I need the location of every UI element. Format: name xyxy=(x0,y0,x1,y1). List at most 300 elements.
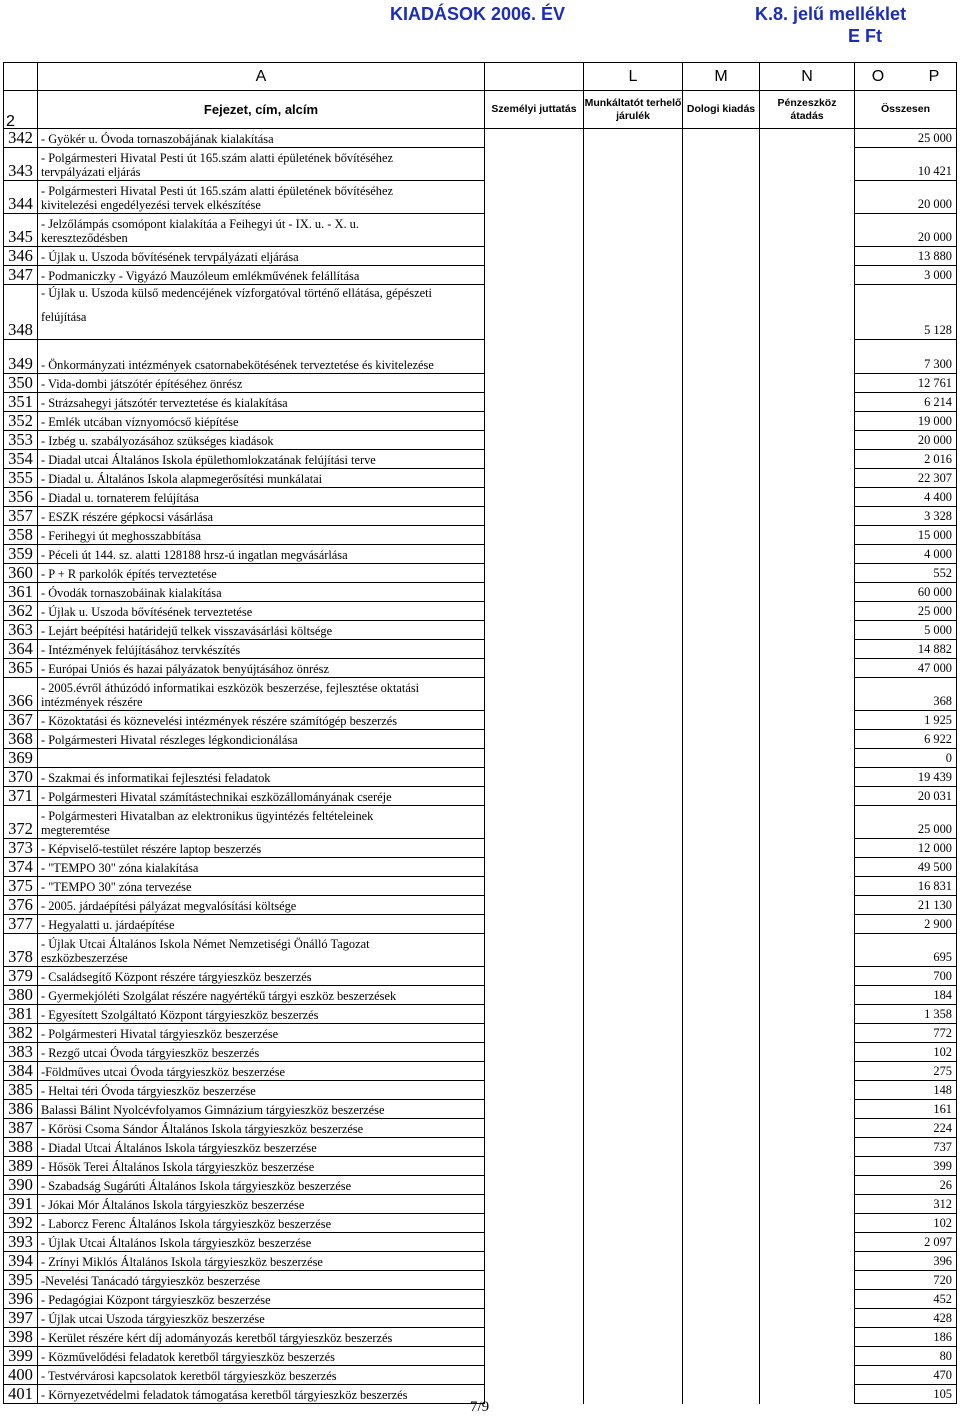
cell-personnel xyxy=(485,129,584,148)
cell-employer xyxy=(584,934,683,967)
description-line: - Gyermekjóléti Szolgálat részére nagyértékű tárgyi eszköz beszerzések xyxy=(41,989,397,1003)
row-description xyxy=(38,1195,485,1214)
table-row xyxy=(4,450,957,469)
cell-material xyxy=(683,1100,760,1119)
cell-personnel xyxy=(485,1157,584,1176)
row-description xyxy=(38,986,485,1005)
cell-transfer xyxy=(760,374,855,393)
cell-employer xyxy=(584,412,683,431)
cell-material xyxy=(683,247,760,266)
cell-personnel xyxy=(485,450,584,469)
table-row xyxy=(4,545,957,564)
row-number: 379 xyxy=(4,967,38,986)
row-number: 357 xyxy=(4,507,38,526)
row-number: 395 xyxy=(4,1271,38,1290)
row-description xyxy=(38,621,485,640)
cell-material xyxy=(683,181,760,214)
row-number: 398 xyxy=(4,1328,38,1347)
cell-personnel xyxy=(485,711,584,730)
description-line: - Rezgő utcai Óvoda tárgyieszköz beszerzés xyxy=(41,1046,260,1060)
cell-employer xyxy=(584,858,683,877)
table-row xyxy=(4,1157,957,1176)
cell-personnel xyxy=(485,1176,584,1195)
cell-employer xyxy=(584,711,683,730)
cell-material xyxy=(683,858,760,877)
cell-transfer xyxy=(760,247,855,266)
cell-transfer xyxy=(760,711,855,730)
row-description xyxy=(38,749,485,768)
cell-employer xyxy=(584,1290,683,1309)
description-line: felújítása xyxy=(41,310,87,324)
row-total: 772 xyxy=(855,1024,957,1043)
cell-personnel xyxy=(485,1328,584,1347)
row-number: 376 xyxy=(4,896,38,915)
cell-personnel xyxy=(485,659,584,678)
cell-transfer xyxy=(760,564,855,583)
cell-transfer xyxy=(760,1005,855,1024)
cell-material xyxy=(683,711,760,730)
row-total: 25 000 xyxy=(855,129,957,148)
cell-material xyxy=(683,450,760,469)
row-number: 349 xyxy=(4,340,38,374)
row-number: 343 xyxy=(4,148,38,181)
row-total: 80 xyxy=(855,1347,957,1366)
cell-employer xyxy=(584,640,683,659)
row-number: 352 xyxy=(4,412,38,431)
cell-material xyxy=(683,374,760,393)
cell-personnel xyxy=(485,1366,584,1385)
cell-material xyxy=(683,507,760,526)
cell-personnel xyxy=(485,915,584,934)
description-line: - Izbég u. szabályozásához szükséges kiadások xyxy=(41,434,274,448)
cell-personnel xyxy=(485,768,584,787)
cell-material xyxy=(683,986,760,1005)
table-row xyxy=(4,659,957,678)
cell-employer xyxy=(584,1347,683,1366)
row-total: 19 439 xyxy=(855,768,957,787)
row-number: 346 xyxy=(4,247,38,266)
header-personnel: Személyi juttatás xyxy=(485,91,584,129)
table-row xyxy=(4,858,957,877)
cell-employer xyxy=(584,896,683,915)
table-row xyxy=(4,266,957,285)
description-line: - Testvérvárosi kapcsolatok keretből tárgyieszköz beszerzés xyxy=(41,1369,337,1383)
cell-employer xyxy=(584,1100,683,1119)
row-description xyxy=(38,1138,485,1157)
cell-transfer xyxy=(760,934,855,967)
cell-employer xyxy=(584,967,683,986)
row-number: 390 xyxy=(4,1176,38,1195)
cell-employer xyxy=(584,431,683,450)
cell-personnel xyxy=(485,1119,584,1138)
cell-material xyxy=(683,1214,760,1233)
row-total: 5 128 xyxy=(855,285,957,340)
row-number: 378 xyxy=(4,934,38,967)
cell-employer xyxy=(584,1214,683,1233)
cell-employer xyxy=(584,768,683,787)
cell-employer xyxy=(584,1005,683,1024)
table-row xyxy=(4,986,957,1005)
cell-material xyxy=(683,1081,760,1100)
row-total: 105 xyxy=(855,1385,957,1404)
row-total: 12 761 xyxy=(855,374,957,393)
cell-transfer xyxy=(760,1024,855,1043)
row-number: 350 xyxy=(4,374,38,393)
row-number: 362 xyxy=(4,602,38,621)
row-description xyxy=(38,1271,485,1290)
row-number: 354 xyxy=(4,450,38,469)
row-number: 380 xyxy=(4,986,38,1005)
row-description xyxy=(38,678,485,711)
row-description xyxy=(38,1157,485,1176)
row-number: 373 xyxy=(4,839,38,858)
row-total: 4 400 xyxy=(855,488,957,507)
row-description xyxy=(38,431,485,450)
cell-transfer xyxy=(760,1138,855,1157)
row-number: 345 xyxy=(4,214,38,247)
row-total: 396 xyxy=(855,1252,957,1271)
row-total: 695 xyxy=(855,934,957,967)
cell-transfer xyxy=(760,1081,855,1100)
table-row xyxy=(4,602,957,621)
cell-material xyxy=(683,1043,760,1062)
row-number: 370 xyxy=(4,768,38,787)
cell-transfer xyxy=(760,285,855,340)
cell-material xyxy=(683,148,760,181)
header-chapter: Fejezet, cím, alcím xyxy=(38,91,485,129)
description-line: - ESZK részére gépkocsi vásárlása xyxy=(41,510,214,524)
row-description xyxy=(38,934,485,967)
cell-transfer xyxy=(760,787,855,806)
table-row xyxy=(4,469,957,488)
description-line: - "TEMPO 30" zóna kialakítása xyxy=(41,861,199,875)
unit-label: E Ft xyxy=(848,26,882,46)
cell-material xyxy=(683,768,760,787)
cell-employer xyxy=(584,450,683,469)
row-description xyxy=(38,545,485,564)
header-employer-contribution: Munkáltatót terhelő járulék xyxy=(584,91,683,129)
table-row xyxy=(4,285,957,340)
description-line: Balassi Bálint Nyolcévfolyamos Gimnázium tárgyieszköz beszerzése xyxy=(41,1103,385,1117)
description-line: - Önkormányzati intézmények csatornabekötésének terveztetése és kivitelezése xyxy=(41,358,434,372)
row-number: 361 xyxy=(4,583,38,602)
row-total: 60 000 xyxy=(855,583,957,602)
cell-personnel xyxy=(485,967,584,986)
row-description xyxy=(38,659,485,678)
row-description xyxy=(38,488,485,507)
row-total: 26 xyxy=(855,1176,957,1195)
table-row xyxy=(4,340,957,374)
cell-employer xyxy=(584,545,683,564)
table-row xyxy=(4,583,957,602)
table-row xyxy=(4,374,957,393)
row-number: 401 xyxy=(4,1385,38,1404)
row-description xyxy=(38,915,485,934)
description-line: - Családsegítő Központ részére tárgyieszköz beszerzés xyxy=(41,970,312,984)
cell-employer xyxy=(584,393,683,412)
cell-employer xyxy=(584,374,683,393)
cell-employer xyxy=(584,469,683,488)
cell-material xyxy=(683,488,760,507)
cell-transfer xyxy=(760,768,855,787)
cell-personnel xyxy=(485,1252,584,1271)
cell-material xyxy=(683,431,760,450)
cell-material xyxy=(683,412,760,431)
cell-transfer xyxy=(760,877,855,896)
row-number: 365 xyxy=(4,659,38,678)
cell-personnel xyxy=(485,986,584,1005)
row-number: 351 xyxy=(4,393,38,412)
cell-employer xyxy=(584,247,683,266)
row-description xyxy=(38,247,485,266)
table-row xyxy=(4,806,957,839)
row-description xyxy=(38,1176,485,1195)
row-description xyxy=(38,129,485,148)
cell-transfer xyxy=(760,181,855,214)
row-total: 6 214 xyxy=(855,393,957,412)
cell-personnel xyxy=(485,1138,584,1157)
row-total: 720 xyxy=(855,1271,957,1290)
cell-employer xyxy=(584,1309,683,1328)
row-description xyxy=(38,1233,485,1252)
description-line: - Polgármesteri Hivatal számítástechnikai eszközállományának cseréje xyxy=(41,790,392,804)
row-number: 366 xyxy=(4,678,38,711)
cell-personnel xyxy=(485,266,584,285)
description-line: - Polgármesteri Hivatalban az elektronikus ügyintézés feltételeinek xyxy=(41,809,374,823)
description-line: - Újlak u. Uszoda bővítésének tervpályázati eljárása xyxy=(41,250,299,264)
cell-material xyxy=(683,621,760,640)
row-description xyxy=(38,640,485,659)
row-total: 49 500 xyxy=(855,858,957,877)
cell-employer xyxy=(584,1062,683,1081)
row-total: 10 421 xyxy=(855,148,957,181)
cell-employer xyxy=(584,1138,683,1157)
row-total: 6 922 xyxy=(855,730,957,749)
row-description xyxy=(38,214,485,247)
cell-personnel xyxy=(485,285,584,340)
cell-transfer xyxy=(760,602,855,621)
cell-material xyxy=(683,393,760,412)
description-line: - Környezetvédelmi feladatok támogatása keretből tárgyieszköz beszerzés xyxy=(41,1388,408,1402)
table-row xyxy=(4,431,957,450)
table-row xyxy=(4,1081,957,1100)
row-number: 386 xyxy=(4,1100,38,1119)
table-row xyxy=(4,1252,957,1271)
row-description xyxy=(38,374,485,393)
cell-employer xyxy=(584,1081,683,1100)
table-row xyxy=(4,678,957,711)
row-total: 20 000 xyxy=(855,431,957,450)
table-row xyxy=(4,896,957,915)
row-number: 400 xyxy=(4,1366,38,1385)
row-description xyxy=(38,266,485,285)
cell-personnel xyxy=(485,787,584,806)
row-description xyxy=(38,896,485,915)
cell-personnel xyxy=(485,678,584,711)
row-number: 359 xyxy=(4,545,38,564)
description-line: - Diadal u. Általános Iskola alapmegerősítési munkálatai xyxy=(41,472,323,486)
cell-employer xyxy=(584,1043,683,1062)
row-total: 184 xyxy=(855,986,957,1005)
row-total: 312 xyxy=(855,1195,957,1214)
row-number: 363 xyxy=(4,621,38,640)
row-description xyxy=(38,564,485,583)
table-row xyxy=(4,711,957,730)
cell-personnel xyxy=(485,1290,584,1309)
document-title: KIADÁSOK 2006. ÉV xyxy=(390,4,566,24)
description-line: - Újlak Utcai Általános Iskola Német Nemzetiségi Önálló Tagozat xyxy=(41,937,370,951)
cell-transfer xyxy=(760,915,855,934)
cell-transfer xyxy=(760,896,855,915)
description-line: kivitelezési engedélyezési tervek elkészítése xyxy=(41,198,261,212)
row-total: 368 xyxy=(855,678,957,711)
row-description xyxy=(38,1328,485,1347)
row-description xyxy=(38,469,485,488)
cell-material xyxy=(683,1176,760,1195)
cell-material xyxy=(683,1233,760,1252)
cell-transfer xyxy=(760,659,855,678)
cell-personnel xyxy=(485,1214,584,1233)
table-row xyxy=(4,1309,957,1328)
row-number: 399 xyxy=(4,1347,38,1366)
row-description xyxy=(38,1005,485,1024)
description-line: -Földműves utcai Óvoda tárgyieszköz beszerzése xyxy=(41,1065,286,1079)
cell-employer xyxy=(584,1176,683,1195)
row-total: 1 358 xyxy=(855,1005,957,1024)
cell-personnel xyxy=(485,806,584,839)
cell-material xyxy=(683,1157,760,1176)
cell-material xyxy=(683,877,760,896)
table-row xyxy=(4,1366,957,1385)
row-number: 392 xyxy=(4,1214,38,1233)
row-description xyxy=(38,412,485,431)
cell-employer xyxy=(584,678,683,711)
description-line: - Pedagógiai Központ tárgyieszköz beszerzése xyxy=(41,1293,271,1307)
row-number: 377 xyxy=(4,915,38,934)
row-number: 358 xyxy=(4,526,38,545)
row-number: 356 xyxy=(4,488,38,507)
description-line: - Közművelődési feladatok keretből tárgyieszköz beszerzés xyxy=(41,1350,335,1364)
description-line: - Emlék utcában víznyomócső kiépítése xyxy=(41,415,239,429)
table-row xyxy=(4,787,957,806)
cell-transfer xyxy=(760,640,855,659)
header-material-expense: Dologi kiadás xyxy=(683,91,760,129)
cell-personnel xyxy=(485,1195,584,1214)
header-fund-transfer: Pénzeszköz átadás xyxy=(760,91,855,129)
table-row xyxy=(4,768,957,787)
row-description xyxy=(38,877,485,896)
table-row xyxy=(4,730,957,749)
description-line: - Laborcz Ferenc Általános Iskola tárgyieszköz beszerzése xyxy=(41,1217,332,1231)
row-description xyxy=(38,806,485,839)
row-number: 371 xyxy=(4,787,38,806)
column-header-row xyxy=(4,91,957,129)
column-letter-a: A xyxy=(38,63,485,91)
description-line: - Kerület részére kért díj adományozás keretből tárgyieszköz beszerzés xyxy=(41,1331,393,1345)
cell-transfer xyxy=(760,1385,855,1404)
table-row xyxy=(4,640,957,659)
row-number: 367 xyxy=(4,711,38,730)
row-total: 19 000 xyxy=(855,412,957,431)
row-total: 428 xyxy=(855,1309,957,1328)
cell-personnel xyxy=(485,858,584,877)
row-description xyxy=(38,340,485,374)
cell-material xyxy=(683,545,760,564)
cell-material xyxy=(683,1385,760,1404)
column-letter-row xyxy=(4,63,957,91)
row-number: 369 xyxy=(4,749,38,768)
column-letter-blank-personnel xyxy=(485,63,584,91)
row-description xyxy=(38,1100,485,1119)
cell-material xyxy=(683,129,760,148)
row-number: 342 xyxy=(4,129,38,148)
table-row xyxy=(4,1062,957,1081)
table-row xyxy=(4,393,957,412)
column-letter-l: L xyxy=(584,63,683,91)
annex-label: K.8. jelű melléklet xyxy=(755,4,907,24)
row-total: 275 xyxy=(855,1062,957,1081)
description-line: - Strázsahegyi játszótér terveztetése és kialakítása xyxy=(41,396,288,410)
row-description xyxy=(38,730,485,749)
cell-material xyxy=(683,1138,760,1157)
table-row xyxy=(4,749,957,768)
cell-personnel xyxy=(485,526,584,545)
cell-employer xyxy=(584,1252,683,1271)
cell-transfer xyxy=(760,1233,855,1252)
row-number: 393 xyxy=(4,1233,38,1252)
description-line: - Diadal u. tornaterem felújítása xyxy=(41,491,199,505)
description-line: - Lejárt beépítési határidejű telkek visszavásárlási költsége xyxy=(41,624,333,638)
cell-employer xyxy=(584,1366,683,1385)
cell-employer xyxy=(584,1271,683,1290)
cell-transfer xyxy=(760,749,855,768)
cell-material xyxy=(683,967,760,986)
description-line: - P + R parkolók építés terveztetése xyxy=(41,567,217,581)
row-total: 22 307 xyxy=(855,469,957,488)
table-row xyxy=(4,1347,957,1366)
description-line: - Gyökér u. Óvoda tornaszobájának kialakítása xyxy=(41,132,274,146)
cell-personnel xyxy=(485,640,584,659)
row-total: 737 xyxy=(855,1138,957,1157)
row-description xyxy=(38,858,485,877)
description-line: - Újlak u. Uszoda bővítésének terveztetése xyxy=(41,605,253,619)
cell-transfer xyxy=(760,839,855,858)
row-description xyxy=(38,285,485,340)
table-row xyxy=(4,129,957,148)
cell-personnel xyxy=(485,1081,584,1100)
description-line: - Jelzőlámpás csomópont kialakítáa a Feihegyi út - IX. u. - X. u. xyxy=(41,217,359,231)
table-row xyxy=(4,1214,957,1233)
cell-employer xyxy=(584,129,683,148)
column-letter-o-p: O P xyxy=(855,63,957,91)
cell-material xyxy=(683,1024,760,1043)
cell-material xyxy=(683,806,760,839)
cell-transfer xyxy=(760,129,855,148)
cell-personnel xyxy=(485,1043,584,1062)
cell-personnel xyxy=(485,1024,584,1043)
cell-material xyxy=(683,730,760,749)
cell-transfer xyxy=(760,1366,855,1385)
cell-material xyxy=(683,469,760,488)
row-total: 12 000 xyxy=(855,839,957,858)
cell-employer xyxy=(584,148,683,181)
cell-material xyxy=(683,1062,760,1081)
cell-employer xyxy=(584,915,683,934)
description-line: - "TEMPO 30" zóna tervezése xyxy=(41,880,192,894)
cell-transfer xyxy=(760,730,855,749)
cell-employer xyxy=(584,340,683,374)
description-line: - Kőrösi Csoma Sándor Általános Iskola tárgyieszköz beszerzése xyxy=(41,1122,364,1136)
